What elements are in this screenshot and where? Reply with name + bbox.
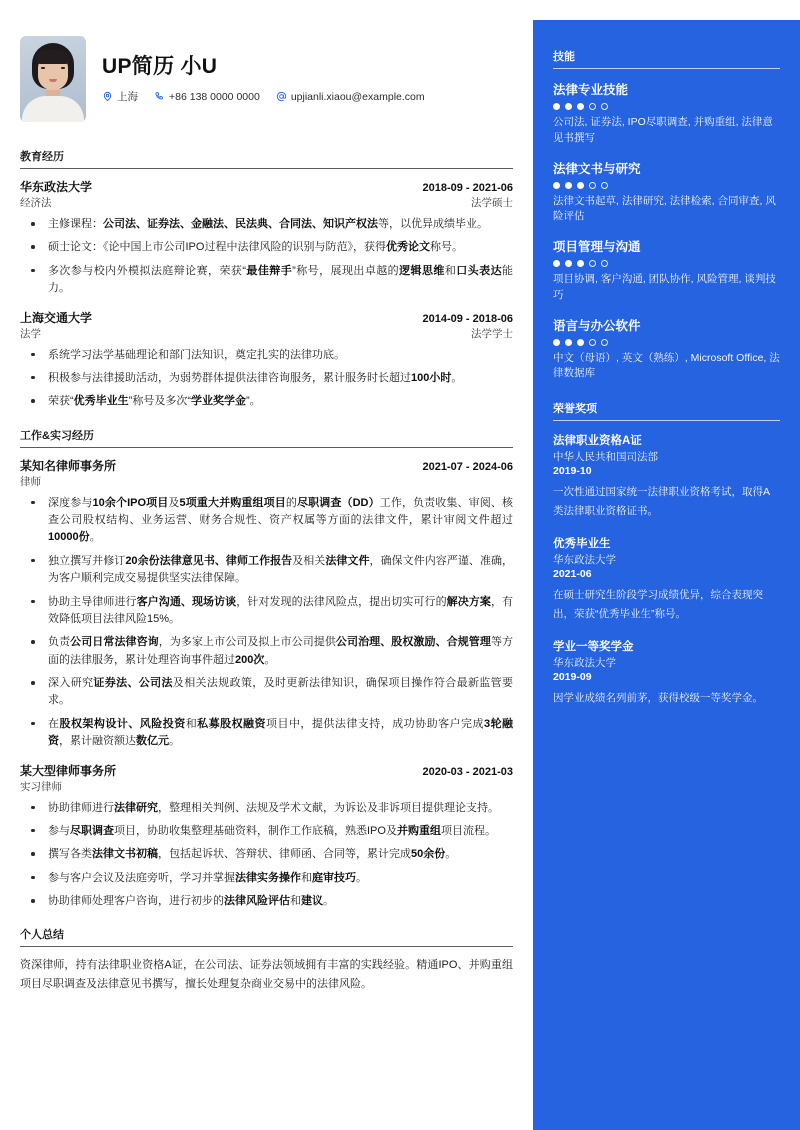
skill-dot-filled: [565, 339, 572, 346]
bullet-emphasis: 法律实务操作: [235, 871, 301, 884]
bullet-emphasis: 客户沟通、现场访谈: [136, 595, 237, 608]
skill-level-dots: [553, 182, 780, 189]
skill-item: [553, 80, 780, 147]
skill-dot-empty: [601, 182, 608, 189]
section-title-work: 工作&实习经历: [20, 427, 513, 448]
bullet-emphasis: 尽职调查: [70, 824, 114, 837]
skill-description: 项目协调, 客户沟通, 团队协作, 风险管理, 谈判技巧: [553, 273, 776, 301]
bullet-item: [20, 553, 513, 588]
sidebar-title-awards: 荣誉奖项: [553, 400, 780, 421]
bullet-text: 硕士论文：《论中国上市公司IPO过程中法律风险的识别与防范》，获得: [48, 241, 386, 254]
phone-icon: [154, 91, 165, 102]
skill-dot-filled: [577, 103, 584, 110]
bullet-text: 称号。: [429, 241, 463, 254]
entry-bullet-list: [20, 495, 513, 751]
sidebar-section-skills: [553, 48, 780, 382]
bullet-emphasis: 公司治理、股权激励、合规管理: [335, 636, 491, 649]
skill-name: 法律专业技能: [553, 83, 629, 97]
skill-item: [553, 316, 780, 383]
bullet-emphasis: 公司法、证券法、金融法、民法典、合同法、知识产权法: [103, 218, 378, 230]
entry-organization: 某知名律师事务所: [20, 458, 117, 473]
bullet-text: 和: [301, 871, 312, 884]
skill-description: 法律文书起草, 法律研究, 法律检索, 合同审查, 风险评估: [553, 194, 776, 223]
skill-dot-filled: [553, 339, 560, 346]
bullet-item: [20, 216, 513, 233]
profile-photo: [20, 36, 86, 122]
skill-dot-filled: [553, 103, 560, 110]
bullet-item: [20, 495, 513, 547]
bullet-emphasis: 法律研究: [114, 801, 158, 814]
bullet-item: [20, 870, 513, 887]
skill-item: [553, 237, 780, 304]
entry-date-range: 2021-07 - 2024-06: [422, 460, 513, 473]
bullet-text: 。: [264, 653, 276, 666]
contact-item-email-at[interactable]: [276, 91, 425, 103]
skill-dot-filled: [553, 182, 560, 189]
bullet-text: 项目中，提供法律支持，成功协助客户完成: [266, 717, 484, 730]
bullet-emphasis: 优秀毕业生: [73, 395, 129, 408]
skill-dot-empty: [589, 339, 596, 346]
bullet-emphasis: 口头表达: [456, 264, 503, 277]
contact-item-location-pin[interactable]: [102, 89, 138, 104]
bullet-item: [20, 370, 513, 387]
bullet-text: 撰写各类: [48, 848, 92, 861]
bullet-emphasis: 10余个IPO项目: [92, 496, 169, 509]
entry-subheader-row: [20, 195, 513, 210]
entry-header-row: [20, 762, 513, 779]
skill-dot-filled: [565, 182, 572, 189]
skill-name: 法律文书与研究: [553, 161, 641, 176]
bullet-item: [20, 800, 513, 817]
bullet-item: [20, 893, 513, 910]
skill-dot-empty: [601, 339, 608, 346]
bullet-emphasis: 法律风险评估: [224, 895, 290, 907]
bullet-emphasis: 200次: [235, 653, 265, 666]
candidate-name: UP简历 小U: [102, 55, 218, 78]
skill-dot-empty: [589, 103, 596, 110]
bullet-item: [20, 716, 513, 751]
award-description: 因学业成绩名列前茅，获得校级一等奖学金。: [553, 692, 763, 705]
entry-degree: 法学硕士: [471, 197, 513, 209]
bullet-text: 。: [169, 735, 180, 748]
bullet-emphasis: 并购重组: [396, 824, 441, 837]
skill-dot-empty: [589, 182, 596, 189]
identity-block: [102, 36, 425, 104]
entry-degree: 法学学士: [471, 327, 513, 340]
bullet-emphasis: 优秀论文: [385, 241, 430, 254]
experience-entry: [20, 178, 513, 298]
contact-text: 上海: [117, 91, 138, 103]
bullet-emphasis: 3轮融资: [48, 717, 514, 748]
bullet-text: 系统学习法学基础理论和部门法知识，奠定扎实的法律功底。: [48, 348, 345, 361]
bullet-emphasis: 尽职调查（DD）: [296, 496, 380, 509]
skill-dot-filled: [553, 260, 560, 267]
bullet-emphasis: 数亿元: [136, 735, 169, 748]
entry-subheader-row: [20, 779, 513, 794]
bullet-text: 工作，负责收集、审阅、核查公司股权结构、业务运营、财务合规性、资产权属等方面的法律文件，累计审阅文件超过: [48, 496, 514, 526]
bullet-text: 。: [89, 531, 101, 544]
bullet-text: ，有效降低项目法律风险15%。: [48, 595, 514, 625]
section-title-summary: 个人总结: [20, 926, 513, 947]
bullet-text: 主修课程：: [48, 218, 103, 230]
entry-bullet-list: [20, 800, 513, 911]
bullet-text: ，包括起诉状、答辩状、律师函、合同等，累计完成: [158, 848, 411, 861]
experience-entry: [20, 309, 513, 411]
bullet-text: ，整理相关判例、法规及学术文献，为诉讼及非诉项目提供理论支持。: [158, 801, 499, 814]
resume-sidebar: [533, 20, 800, 1130]
bullet-text: 独立撰写并修订: [48, 554, 126, 567]
bullet-item: [20, 393, 513, 410]
sidebar-title-skills: 技能: [553, 48, 780, 69]
award-organization: 华东政法大学: [553, 657, 616, 670]
skill-dot-filled: [577, 182, 584, 189]
bullet-emphasis: 最佳辩手: [245, 264, 293, 277]
bullet-text: 多次参与校内外模拟法庭辩论赛，荣获“: [48, 264, 246, 277]
award-item: [553, 535, 780, 624]
bullet-emphasis: 50余份: [411, 848, 446, 861]
skill-level-dots: [553, 103, 780, 110]
bullet-text: ”。: [246, 395, 261, 408]
bullet-emphasis: 法律文件: [325, 554, 370, 567]
contact-text: upjianli.xiaou@example.com: [290, 90, 425, 103]
bullet-emphasis: 100小时: [411, 371, 452, 384]
bullet-text: 能力。: [48, 264, 514, 295]
skill-dot-empty: [589, 260, 596, 267]
award-item: [553, 432, 780, 521]
entry-bullet-list: [20, 216, 513, 298]
section-title-education: 教育经历: [20, 148, 513, 169]
bullet-text: ”称号及多次“: [128, 395, 191, 408]
award-title: 优秀毕业生: [553, 538, 611, 551]
skill-level-dots: [553, 339, 780, 346]
bullet-text: 负责: [48, 636, 71, 649]
bullet-emphasis: 私募股权融资: [197, 717, 267, 730]
bullet-text: 项目流程。: [440, 824, 496, 837]
bullet-text: 和: [444, 264, 457, 277]
skill-description: 公司法, 证券法, IPO尽职调查, 并购重组, 法律意见书撰写: [553, 116, 773, 144]
skill-dot-filled: [577, 260, 584, 267]
award-title: 学业一等奖学金: [553, 641, 634, 654]
resume-header: [20, 36, 513, 122]
experience-entry: [20, 457, 513, 751]
bullet-text: 。: [451, 371, 463, 384]
bullet-text: 参与客户会议及法庭旁听，学习并掌握: [48, 871, 235, 884]
entry-subheader-row: [20, 326, 513, 341]
award-organization: 华东政法大学: [553, 554, 616, 567]
summary-text: 资深律师，持有法律职业资格A证，在公司法、证券法领域拥有丰富的实践经验。精通IPO、并购重组项目尽职调查及法律意见书撰写，擅长处理复杂商业交易中的法律风险。: [20, 959, 513, 991]
award-description: 在硕士研究生阶段学习成绩优异，综合表现突出，荣获“优秀毕业生”称号。: [553, 589, 763, 621]
entry-role: 实习律师: [20, 780, 62, 793]
entry-organization: 上海交通大学: [20, 310, 93, 325]
bullet-text: 及相关法规政策，及时更新法律知识，确保项目操作符合最新监管要求。: [48, 677, 514, 707]
bullet-text: 深度参与: [48, 496, 93, 509]
bullet-text: 协助主导律师进行: [48, 595, 137, 608]
bullet-item: [20, 675, 513, 710]
entry-organization: 某大型律师事务所: [20, 763, 117, 778]
bullet-text: 。: [445, 848, 457, 861]
bullet-text: 和: [185, 717, 198, 730]
entry-date-range: 2020-03 - 2021-03: [422, 765, 513, 778]
entry-subheader-row: [20, 474, 513, 489]
bullet-text: 协助律师进行: [48, 801, 114, 814]
section-work: [20, 427, 513, 911]
entry-role: 律师: [20, 475, 41, 488]
bullet-text: 及相关: [292, 554, 326, 567]
section-summary: [20, 926, 513, 994]
bullet-emphasis: 5项重大并购重组项目: [179, 496, 286, 509]
contact-list: [102, 89, 425, 104]
award-date: 2021-06: [553, 568, 592, 581]
entry-role: 法学: [20, 327, 41, 340]
skill-name: 项目管理与沟通: [553, 240, 641, 254]
bullet-emphasis: 逻辑思维: [399, 264, 445, 277]
bullet-text: ，为多家上市公司及拟上市公司提供: [158, 636, 336, 649]
bullet-emphasis: 股权架构设计、风险投资: [59, 717, 186, 730]
section-education: [20, 148, 513, 411]
entry-date-range: 2014-09 - 2018-06: [422, 312, 513, 325]
bullet-emphasis: 建议: [301, 895, 323, 907]
bullet-item: [20, 594, 513, 629]
bullet-text: ，确保文件内容严谨、准确，为客户顺利完成交易提供坚实法律保障。: [48, 554, 514, 585]
bullet-text: 及: [168, 496, 180, 509]
bullet-text: 和: [290, 895, 301, 907]
award-organization: 中华人民共和国司法部: [553, 451, 658, 463]
skill-name: 语言与办公软件: [553, 318, 641, 333]
bullet-emphasis: 庭审技巧: [312, 871, 356, 884]
bullet-text: 协助律师处理客户咨询，进行初步的: [48, 895, 224, 907]
bullet-text: 的: [285, 496, 297, 509]
skill-item: [553, 159, 780, 226]
skill-dot-empty: [601, 103, 608, 110]
award-item: [553, 638, 780, 708]
experience-entry: [20, 762, 513, 911]
bullet-text: ，累计融资额达: [59, 735, 136, 748]
bullet-text: 积极参与法律援助活动，为弱势群体提供法律咨询服务，累计服务时长超过: [48, 371, 411, 384]
sidebar-section-awards: [553, 400, 780, 709]
entry-role: 经济法: [20, 197, 52, 209]
bullet-text: 项目，协助收集整理基础资料，制作工作底稿，熟悉IPO及: [114, 824, 397, 837]
skill-description: 中文（母语）, 英文（熟练）, Microsoft Office, 法律数据库: [553, 351, 780, 380]
award-description: 一次性通过国家统一法律职业资格考试，取得A类法律职业资格证书。: [553, 486, 771, 518]
entry-header-row: [20, 309, 513, 326]
bullet-item: [20, 263, 513, 298]
bullet-text: ”称号，展现出卓越的: [292, 264, 400, 277]
bullet-emphasis: 公司日常法律咨询: [70, 636, 159, 649]
entry-header-row: [20, 457, 513, 474]
bullet-emphasis: 证券法、公司法: [93, 677, 173, 689]
bullet-text: 等，以优异成绩毕业。: [378, 218, 488, 230]
bullet-emphasis: 解决方案: [446, 595, 491, 608]
email-at-icon: [276, 91, 287, 102]
contact-text: +86 138 0000 0000: [169, 90, 260, 103]
bullet-emphasis: 法律文书初稿: [92, 848, 158, 861]
entry-header-row: [20, 178, 513, 195]
bullet-emphasis: 学业奖学金: [191, 395, 246, 408]
award-date: 2019-10: [553, 465, 592, 477]
skill-dot-filled: [577, 339, 584, 346]
entry-organization: 华东政法大学: [20, 180, 93, 194]
bullet-emphasis: 10000份: [48, 531, 90, 544]
bullet-text: ，针对发现的法律风险点，提出切实可行的: [236, 595, 447, 608]
bullet-item: [20, 347, 513, 364]
bullet-text: 。: [356, 871, 367, 884]
award-title: 法律职业资格A证: [553, 435, 642, 447]
location-pin-icon: [102, 91, 113, 102]
bullet-item: [20, 823, 513, 840]
skill-dot-filled: [565, 260, 572, 267]
skill-dot-empty: [601, 260, 608, 267]
bullet-text: 深入研究: [48, 677, 94, 689]
award-date: 2019-09: [553, 671, 592, 684]
skill-level-dots: [553, 260, 780, 267]
contact-item-phone[interactable]: [154, 91, 260, 103]
skill-dot-filled: [565, 103, 572, 110]
entry-bullet-list: [20, 347, 513, 411]
bullet-item: [20, 239, 513, 256]
bullet-item: [20, 634, 513, 669]
bullet-text: 等方面的法律服务，累计处理咨询事件超过: [48, 636, 514, 666]
bullet-item: [20, 846, 513, 863]
bullet-text: 。: [323, 895, 334, 907]
bullet-text: 在: [48, 717, 60, 730]
bullet-text: 荣获“: [48, 395, 74, 408]
bullet-emphasis: 20余份法律意见书、律师工作报告: [125, 554, 293, 567]
bullet-text: 参与: [48, 824, 70, 837]
entry-date-range: 2018-09 - 2021-06: [422, 182, 513, 194]
